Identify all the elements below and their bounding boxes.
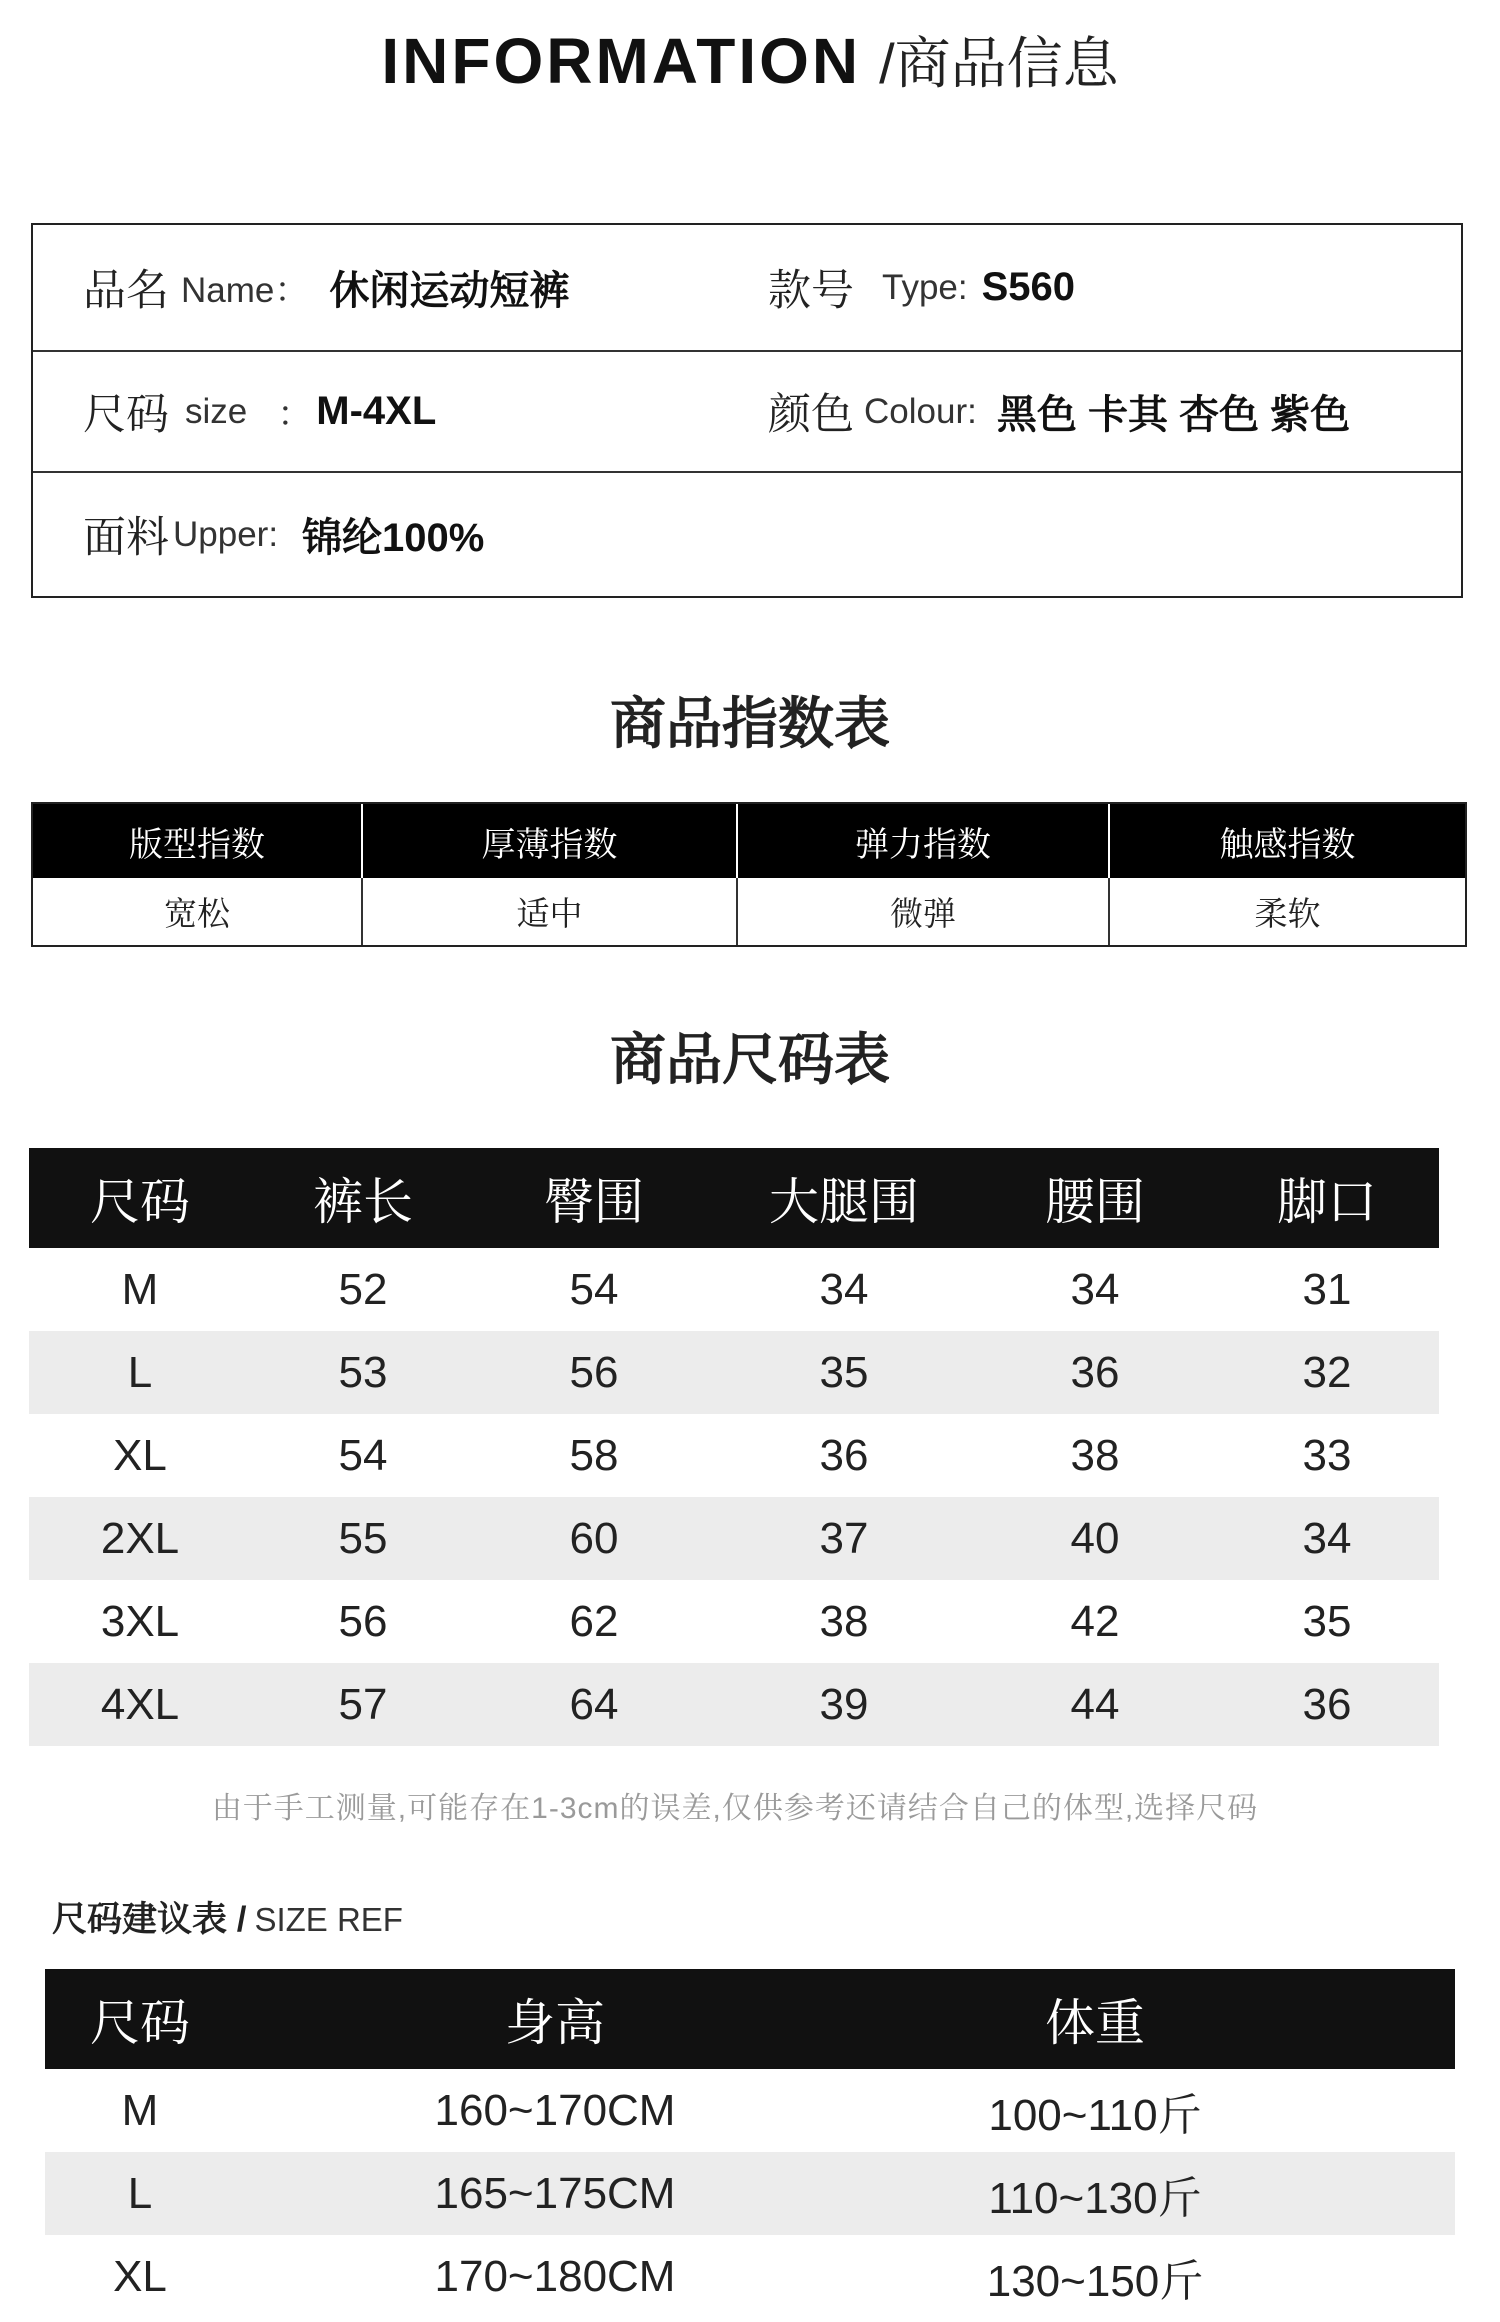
table-row [45,2069,1455,2152]
page-header [0,20,1500,100]
table-cell: 54 [569,1264,619,1314]
size-header-cell: 尺码 [90,1174,190,1230]
upper-value: 锦纶100% [302,516,485,560]
table-cell: M [121,1264,159,1314]
index-value-cell: 适中 [363,878,738,945]
table-cell: 34 [1070,1264,1120,1314]
table-cell: 170~180CM [434,2251,676,2301]
table-row [29,1580,1439,1663]
size-header-cell: 腰围 [1045,1174,1145,1230]
table-cell: 38 [1070,1430,1120,1480]
ref-header-cell: 体重 [1045,1995,1145,2051]
table-row [45,2152,1455,2235]
size-table-title: 商品尺码表 [610,1028,890,1091]
table-cell: 62 [569,1596,619,1646]
size-header-cell: 裤长 [313,1174,413,1230]
table-cell: 57 [338,1679,388,1729]
index-value-cell: 微弹 [738,878,1110,945]
index-header-cell: 触感指数 [1219,825,1356,864]
size-header-cell: 脚口 [1277,1174,1377,1230]
table-cell: 58 [569,1430,619,1480]
table-cell: 36 [1070,1347,1120,1397]
ref-header-cell: 身高 [505,1995,605,2051]
name-label-cn: 品名 [83,267,169,315]
table-cell: 56 [338,1596,388,1646]
size-header-cell: 臀围 [544,1174,644,1230]
size-header-cell: 大腿围 [769,1174,919,1230]
table-cell: 35 [1302,1596,1352,1646]
index-table-values [33,878,1465,945]
table-cell: 110~130斤 [988,2173,1202,2223]
table-cell: 35 [819,1347,869,1397]
size-ref-table [45,1969,1455,2318]
upper-label-en: Upper: [173,514,279,554]
upper-label-cn: 面料 [83,514,169,562]
size-ref-header [45,1969,1455,2069]
table-cell: 64 [569,1679,619,1729]
info-row-name [33,225,1461,352]
table-cell: 100~110斤 [988,2090,1202,2140]
table-cell: 44 [1070,1679,1120,1729]
table-cell: 42 [1070,1596,1120,1646]
colour-label-cn: 颜色 [768,391,854,439]
index-header-cell: 厚薄指数 [363,804,738,878]
table-cell: XL [113,2251,167,2301]
table-cell: 39 [819,1679,869,1729]
table-row [29,1663,1439,1746]
info-row-upper [33,473,1461,596]
type-label-en: Type: [882,267,968,307]
table-cell: 2XL [100,1513,180,1563]
size-label-cn: 尺码 [83,391,169,439]
table-cell: 3XL [100,1596,180,1646]
table-cell: 36 [1302,1679,1352,1729]
table-row [29,1497,1439,1580]
info-row-size [33,352,1461,473]
table-row [29,1248,1439,1331]
table-cell: 36 [819,1430,869,1480]
table-cell: 55 [338,1513,388,1563]
type-value: S560 [981,265,1076,309]
index-value-cell: 柔软 [1254,895,1321,932]
table-cell: 34 [819,1264,869,1314]
index-header-cell: 弹力指数 [738,804,1110,878]
table-cell: 40 [1070,1513,1120,1563]
table-cell: 32 [1302,1347,1352,1397]
table-cell: 38 [819,1596,869,1646]
header-title-en: INFORMATION [381,25,862,97]
size-value: M-4XL [316,389,437,433]
size-ref-title-en: SIZE REF [254,1901,403,1938]
table-row [45,2235,1455,2318]
size-separator: ： [277,394,313,434]
table-cell: 56 [569,1347,619,1397]
table-cell: XL [113,1430,167,1480]
index-table [31,802,1467,947]
index-table-title: 商品指数表 [610,692,890,755]
table-cell: 53 [338,1347,388,1397]
table-cell: 33 [1302,1430,1352,1480]
table-cell: 37 [819,1513,869,1563]
table-cell: 130~150斤 [986,2256,1204,2306]
size-table-header [29,1148,1439,1248]
table-cell: 31 [1302,1264,1352,1314]
type-label-cn: 款号 [768,267,854,315]
index-value-cell: 宽松 [33,878,363,945]
table-row [29,1414,1439,1497]
name-value: 休闲运动短裤 [329,269,570,313]
measurement-note: 由于手工测量,可能存在1-3cm的误差,仅供参考还请结合自己的体型,选择尺码 [211,1792,1259,1825]
table-cell: L [127,1347,153,1397]
table-cell: 165~175CM [434,2168,676,2218]
colour-label-en: Colour: [864,391,977,431]
colour-value: 黑色 卡其 杏色 紫色 [996,393,1351,437]
index-table-header [33,804,1465,878]
table-cell: 60 [569,1513,619,1563]
index-header-cell: 版型指数 [33,804,363,878]
size-label-en: size [185,391,248,431]
header-title-cn: /商品信息 [879,32,1119,95]
table-cell: M [121,2085,159,2135]
table-cell: L [127,2168,153,2218]
table-cell: 54 [338,1430,388,1480]
size-ref-title [52,1892,403,1942]
table-cell: 52 [338,1264,388,1314]
table-cell: 34 [1302,1513,1352,1563]
size-ref-title-cn: 尺码建议表 / [52,1900,247,1939]
product-info-box [31,223,1463,598]
size-table [29,1148,1439,1746]
table-cell: 4XL [100,1679,180,1729]
table-cell: 160~170CM [434,2085,676,2135]
table-row [29,1331,1439,1414]
ref-header-cell: 尺码 [90,1995,190,2051]
name-label-en: Name： [181,270,310,310]
